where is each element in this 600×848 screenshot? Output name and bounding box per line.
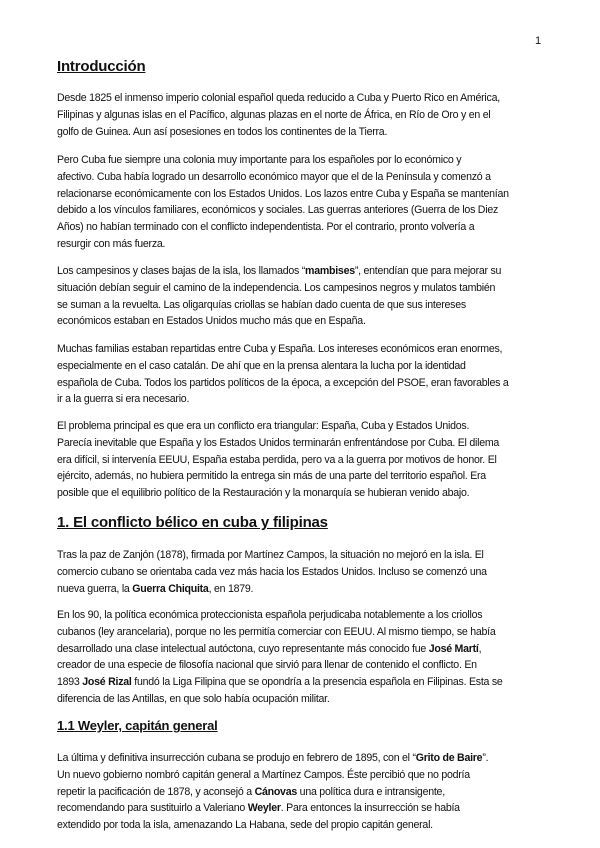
text-line: [57, 152, 509, 169]
text-segment: repetir la pacificación de 1878, y aconsejó a: [57, 785, 255, 798]
text-line: [57, 375, 509, 392]
bold-text: José Martí: [428, 642, 479, 655]
text-segment: El problema principal es que era un conflicto era triangular: España, Cuba y Estados Unidos.: [57, 420, 470, 432]
paragraph: [57, 547, 487, 597]
text-line: [57, 186, 509, 203]
text-segment: situación debían seguir el camino de la independencia. Los campesinos negros y mulatos también: [57, 281, 496, 294]
text-segment: especialmente en el caso catalán. De ahí que en la prensa alentara la lucha por la identidad: [57, 359, 466, 372]
text-segment: comercio cubano se orientaba cada vez más hacia los Estados Unidos. Incluso se comenzó una: [57, 565, 487, 578]
text-segment: Parecía inevitable que España y los Estados Unidos terminarán enfrentándose por Cuba. El dilema: [57, 436, 500, 449]
text-line: [57, 358, 509, 375]
bold-text: José Rizal: [82, 676, 132, 689]
text-line: [57, 435, 499, 452]
text-segment: nueva guerra, la: [57, 582, 133, 595]
text-line: [57, 452, 499, 469]
text-segment: Desde 1825 el inmenso imperio colonial español queda reducido a Cuba y Puerto Rico en América,: [57, 92, 500, 104]
text-line: [57, 202, 509, 219]
text-line: [57, 124, 500, 141]
text-line: [57, 800, 488, 817]
text-line: [57, 564, 487, 581]
text-line: [57, 263, 501, 280]
paragraph: [57, 607, 503, 708]
paragraph: [57, 418, 499, 502]
heading-introduccion: Introducción: [57, 58, 146, 75]
text-line: [57, 280, 501, 297]
heading-section-1-1: 1.1 Weyler, capitán general: [57, 718, 218, 733]
text-line: [57, 297, 501, 314]
text-segment: Los campesinos y clases bajas de la isla, los llamados “: [57, 265, 306, 277]
text-segment: Un nuevo gobierno nombró capitán general a Martínez Campos. Éste percibió que no podría: [57, 768, 470, 781]
text-segment: debido a los vínculos familiares, económicos y sociales. Las guerras anteriores (Guerra de los Diez: [57, 204, 499, 217]
text-line: [57, 657, 503, 674]
text-line: [57, 784, 488, 801]
text-segment: ”, entendían que para mejorar su: [354, 265, 502, 277]
text-line: [57, 624, 503, 641]
text-segment: una política dura e intransigente,: [296, 785, 445, 798]
text-segment: Tras la paz de Zanjón (1878), firmada por Martínez Campos, la situación no mejoró en la isla. El: [57, 549, 484, 561]
text-line: [57, 468, 499, 485]
text-segment: afectivo. Cuba había logrado un desarrollo económico mayor que el de la Península y comenzó a: [57, 170, 491, 183]
text-segment: recomendando para sustituirlo a Valeriano: [57, 802, 248, 815]
text-segment: Pero Cuba fue siempre una colonia muy importante para los españoles por lo económico y: [57, 154, 462, 166]
bold-text: mambises: [305, 265, 355, 277]
paragraph: [57, 90, 500, 140]
paragraph: [57, 341, 509, 408]
text-line: [57, 219, 509, 236]
text-segment: fundó la Liga Filipina que se opondría a la presencia española en Filipinas. Esta se: [131, 676, 503, 689]
text-line: [57, 674, 503, 691]
text-segment: era difícil, si intervenía EEUU, España estaba perdida, pero va a la guerra por motivos de honor. El: [57, 453, 497, 466]
text-segment: cubanos (ley arancelaria), porque no les permitía comerciar con EEUU. Al mismo tiempo, se había: [57, 625, 496, 638]
bold-text: Weyler: [247, 802, 281, 815]
text-segment: ejército, además, no hubiera permitido la entrega sin más de una parte del territorio español. Era: [57, 470, 486, 483]
text-segment: Muchas familias estaban repartidas entre Cuba y España. Los intereses económicos eran enormes,: [57, 343, 503, 355]
text-segment: En los 90, la política económica proteccionista española perjudicaba notablemente a los criollos: [57, 609, 483, 621]
text-segment: económicos estaban en Estados Unidos mucho más que en España.: [57, 315, 366, 328]
text-segment: relacionarse económicamente con los Estados Unidos. Los lazos entre Cuba y España se mantenían: [57, 187, 509, 200]
page-number: 1: [535, 35, 542, 47]
text-line: [57, 107, 500, 124]
text-line: [57, 767, 488, 784]
text-segment: ”.: [482, 752, 489, 764]
paragraph: [57, 750, 488, 834]
text-line: [57, 418, 499, 435]
text-segment: extendido por toda la isla, amenazando La Habana, sede del propio capitán general.: [57, 819, 433, 832]
text-line: [57, 90, 500, 107]
text-line: [57, 691, 503, 708]
text-segment: ir a la guerra si era necesario.: [57, 393, 190, 406]
paragraph: [57, 263, 501, 330]
text-segment: diferencia de las Antillas, en que solo había ocupación militar.: [57, 692, 330, 705]
text-segment: La última y definitiva insurrección cubana se produjo en febrero de 1895, con el “: [57, 752, 416, 764]
text-line: [57, 313, 501, 330]
heading-section-1: 1. El conflicto bélico en cuba y filipinas: [57, 514, 328, 531]
text-segment: desarrollado una clase intelectual autóctona, cuyo representante más conocido fue: [57, 642, 429, 655]
text-segment: española de Cuba. Todos los partidos políticos de la época, a excepción del PSOE, eran favorables a: [57, 376, 509, 389]
text-line: [57, 341, 509, 358]
text-segment: 1893: [57, 676, 83, 689]
bold-text: Grito de Baire: [415, 752, 483, 764]
text-line: [57, 581, 487, 598]
text-segment: ,: [478, 642, 482, 655]
text-line: [57, 817, 488, 834]
text-line: [57, 641, 503, 658]
bold-text: Guerra Chiquita: [132, 582, 209, 595]
text-line: [57, 169, 509, 186]
text-line: [57, 485, 499, 502]
text-line: [57, 236, 509, 253]
text-segment: Filipinas y algunas islas en el Pacífico, algunas plazas en el norte de África, en Río de Oro y en el: [57, 108, 491, 121]
text-line: [57, 547, 487, 564]
text-segment: posible que el equilibrio político de la Restauración y la monarquía se hubieran venido abajo.: [57, 487, 470, 500]
text-segment: Años) no habían terminado con el conflicto independentista. Por el contrario, pronto volvería a: [57, 221, 475, 234]
bold-text: Cánovas: [254, 785, 297, 798]
text-segment: , en 1879.: [208, 582, 254, 595]
text-segment: golfo de Guinea. Aun así posesiones en todos los continentes de la Tierra.: [57, 125, 388, 138]
paragraph: [57, 152, 509, 253]
text-line: [57, 607, 503, 624]
text-segment: creador de una especie de filosofía nacional que sirvió para llenar de contenido el conflicto. En: [57, 659, 477, 672]
text-line: [57, 750, 488, 767]
text-line: [57, 391, 509, 408]
text-segment: se suman a la revuelta. Las oligarquías criollas se habían dado cuenta de que sus intereses: [57, 298, 466, 311]
text-segment: . Para entonces la insurrección se había: [280, 802, 460, 815]
text-segment: resurgir con más fuerza.: [57, 237, 166, 250]
